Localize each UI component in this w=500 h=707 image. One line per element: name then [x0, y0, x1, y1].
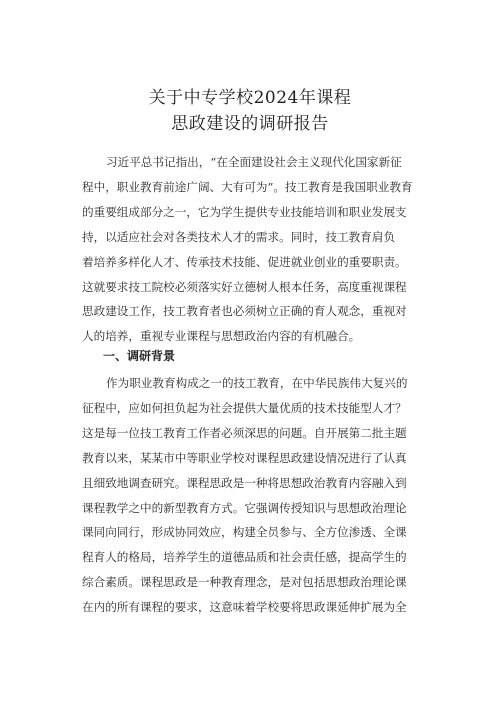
background-line: 课程教学之中的新型教育方式。它强调传授知识与思想政治理论 [82, 500, 407, 515]
intro-line: 人的培养，重视专业课程与思想政治内容的有机融合。 [82, 329, 361, 344]
background-line: 且细致地调查研究。课程思政是一种将思想政治教育内容融入到 [82, 475, 407, 490]
intro-line: 持，以适应社会对各类技术人才的需求。同时，技工教育肩负 [82, 229, 396, 244]
background-line: 综合素质。课程思政是一种教育理念，是对包括思想政治理论课 [82, 575, 407, 590]
background-line: 作为职业教育构成之一的技工教育，在中华民族伟大复兴的 [106, 376, 408, 390]
background-line: 程育人的格局，培养学生的道德品质和社会责任感，提高学生的 [82, 550, 407, 565]
background-line: 这是每一位技工教育工作者必须深思的问题。自开展第二批主题 [82, 425, 407, 440]
document-title-line-1: 关于中专学校2024年课程 [148, 88, 352, 108]
document-title-line-2: 思政建设的调研报告 [171, 114, 329, 134]
intro-paragraph [82, 150, 432, 349]
intro-line: 程中，职业教育前途广阔、大有可为”。技工教育是我国职业教育 [82, 179, 413, 194]
background-line: 课同向同行，形成协同效应，构建全员参与、全方位渗透、全课 [82, 525, 407, 540]
background-paragraph [82, 371, 432, 620]
intro-line: 思政建设工作，技工教育者也必须树立正确的育人观念，重视对 [82, 304, 407, 319]
background-line: 征程中，应如何担负起为社会提供大量优质的技术技能型人才？ [82, 400, 407, 415]
background-line: 教育以来，某某市中等职业学校对课程思政建设情况进行了认真 [82, 450, 407, 465]
intro-line: 着培养多样化人才、传承技术技能、促进就业创业的重要职责。 [82, 254, 407, 269]
intro-line: 这就要求技工院校必须落实好立德树人根本任务，高度重视课程 [82, 279, 407, 294]
background-line: 在内的所有课程的要求，这意味着学校要将思政课延伸扩展为全 [82, 600, 407, 615]
intro-line: 习近平总书记指出，“在全面建设社会主义现代化国家新征 [106, 155, 402, 169]
intro-line: 的重要组成部分之一，它为学生提供专业技能培训和职业发展支 [82, 204, 407, 219]
section-heading-background: 一、调研背景 [103, 349, 176, 363]
